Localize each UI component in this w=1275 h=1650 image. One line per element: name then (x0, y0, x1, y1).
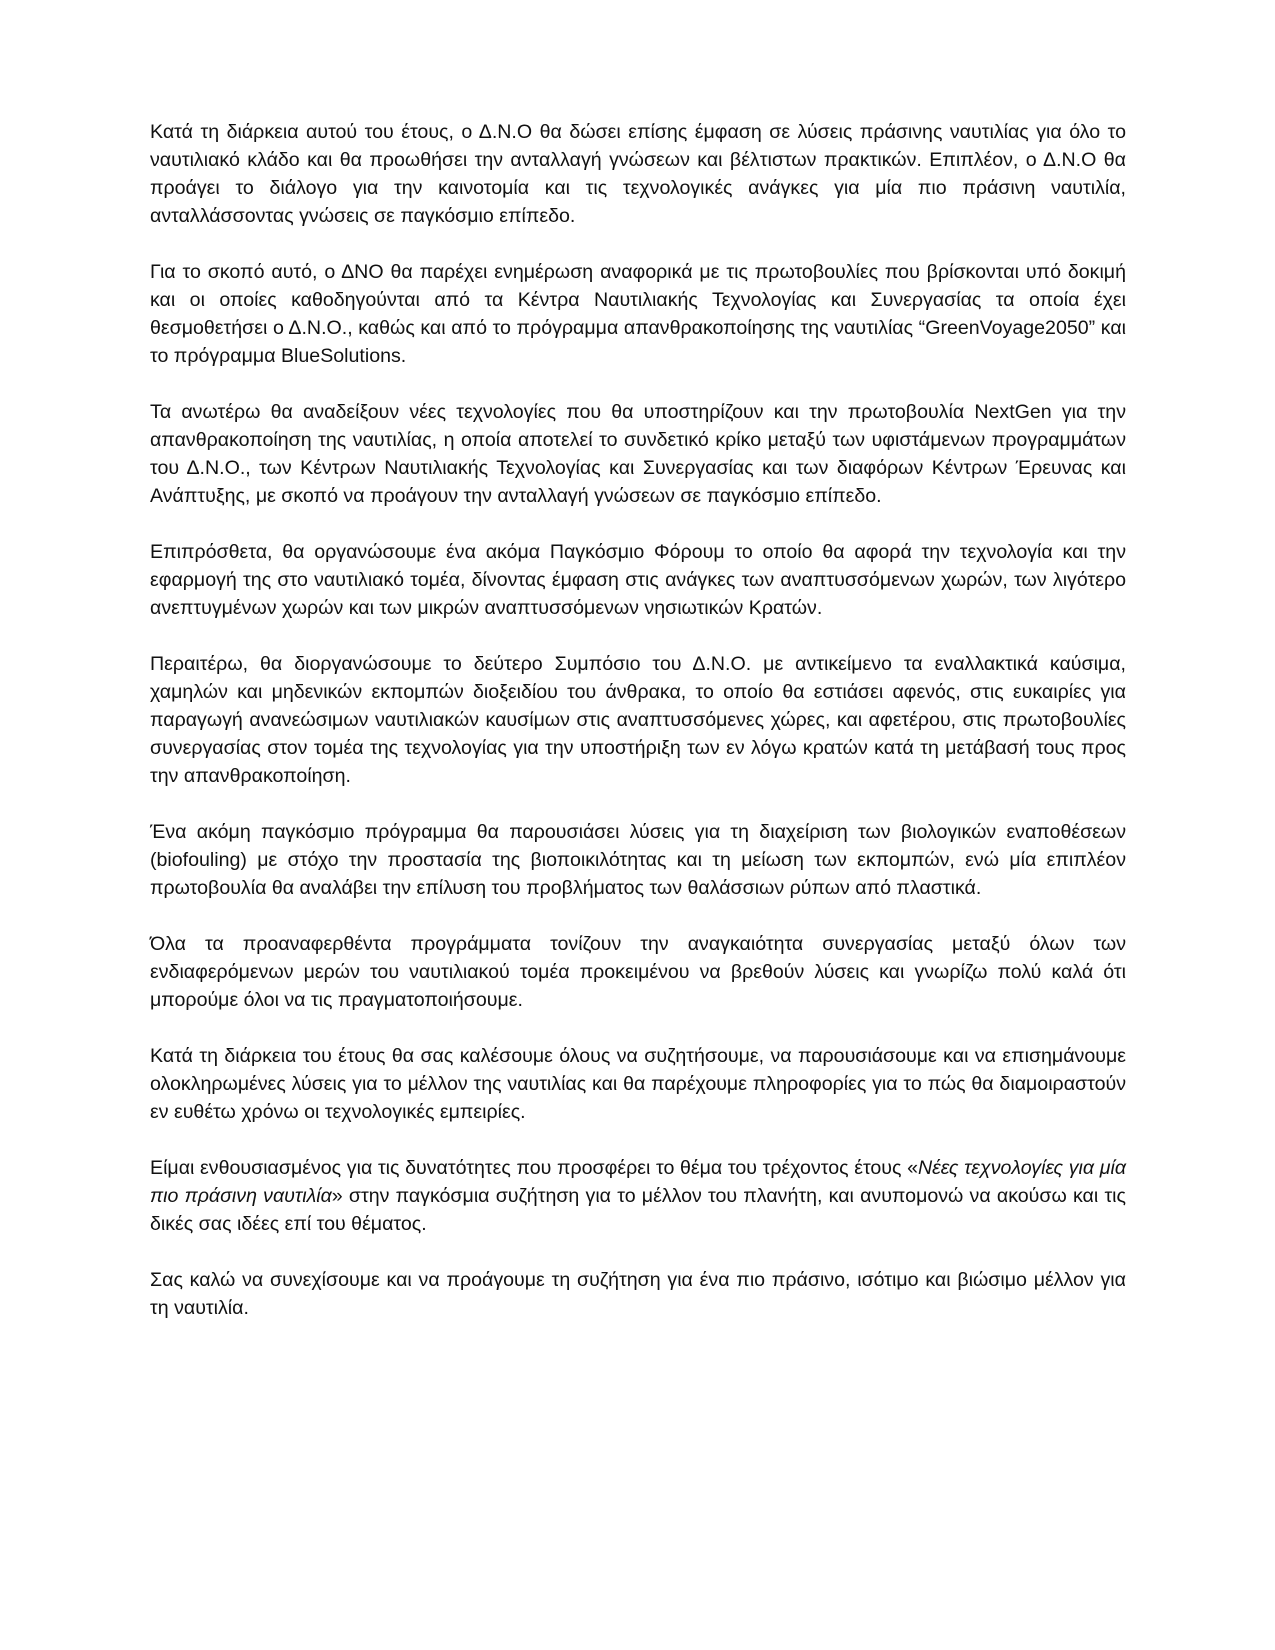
document-page (150, 118, 1126, 1350)
paragraph-global-forum: Επιπρόσθετα, θα οργανώσουμε ένα ακόμα Παγκόσμιο Φόρουμ το οποίο θα αφορά την τεχνολογία και την εφαρμογή της στο ναυτιλιακό τομέα, δίνοντας έμφαση στις ανάγκες των αναπτυσσόμενων χωρών, των λιγότερο ανεπτυγμένων χωρών και των μικρών αναπτυσσόμενων νησιωτικών Κρατών. (150, 541, 1126, 619)
paragraph-theme (150, 1154, 1126, 1238)
paragraph-year-discussion: Κατά τη διάρκεια του έτους θα σας καλέσουμε όλους να συζητήσουμε, να παρουσιάσουμε και να επισημάνουμε ολοκληρωμένες λύσεις για το μέλλον της ναυτιλίας και θα παρέχουμε πληροφορίες για το πώς θα διαμοιραστούν εν ευθέτω χρόνω οι τεχνολογικές εμπειρίες. (150, 1045, 1126, 1123)
paragraph-symposium: Περαιτέρω, θα διοργανώσουμε το δεύτερο Συμπόσιο του Δ.Ν.Ο. με αντικείμενο τα εναλλακτικά καύσιμα, χαμηλών και μηδενικών εκπομπών διοξειδίου του άνθρακα, το οποίο θα εστιάσει αφενός, στις ευκαιρίες για παραγωγή ανανεώσιμων ναυτιλιακών καυσίμων στις αναπτυσσόμενες χώρες, και αφετέρου, στις πρωτοβουλίες συνεργασίας στον τομέα της τεχνολογίας για την υποστήριξη των εν λόγω κρατών κατά τη μετάβασή τους προς την απανθρακοποίηση. (150, 653, 1126, 787)
theme-text-after: » στην παγκόσμια συζήτηση για το μέλλον του πλανήτη, και ανυπομονώ να ακούσω και τις δικές σας ιδέες επί του θέματος. (150, 1185, 1126, 1235)
paragraph-closing: Σας καλώ να συνεχίσουμε και να προάγουμε τη συζήτηση για ένα πιο πράσινο, ισότιμο και βιώσιμο μέλλον για τη ναυτιλία. (150, 1269, 1126, 1319)
paragraph-new-technologies: Τα ανωτέρω θα αναδείξουν νέες τεχνολογίες που θα υποστηρίζουν και την πρωτοβουλία NextGen για την απανθρακοποίηση της ναυτιλίας, η οποία αποτελεί το συνδετικό κρίκο μεταξύ των υφιστάμενων προγραμμάτων του Δ.Ν.Ο., των Κέντρων Ναυτιλιακής Τεχνολογίας και Συνεργασίας και των διαφόρων Κέντρων Έρευνας και Ανάπτυξης, με σκοπό να προάγουν την ανταλλαγή γνώσεων σε παγκόσμιο επίπεδο. (150, 401, 1126, 507)
paragraph-green-shipping: Κατά τη διάρκεια αυτού του έτους, ο Δ.Ν.Ο θα δώσει επίσης έμφαση σε λύσεις πράσινης ναυτιλίας για όλο το ναυτιλιακό κλάδο και θα προωθήσει την ανταλλαγή γνώσεων και βέλτιστων πρακτικών. Επιπλέον, ο Δ.Ν.Ο θα προάγει το διάλογο για την καινοτομία και τις τεχνολογικές ανάγκες για μία πιο πράσινη ναυτιλία, ανταλλάσσοντας γνώσεις σε παγκόσμιο επίπεδο. (150, 121, 1126, 227)
paragraph-initiatives: Για το σκοπό αυτό, ο ΔΝΟ θα παρέχει ενημέρωση αναφορικά με τις πρωτοβουλίες που βρίσκονται υπό δοκιμή και οι οποίες καθοδηγούνται από τα Κέντρα Ναυτιλιακής Τεχνολογίας και Συνεργασίας τα οποία έχει θεσμοθετήσει ο Δ.Ν.Ο., καθώς και από το πρόγραμμα απανθρακοποίησης της ναυτιλίας “GreenVoyage2050” και το πρόγραμμα BlueSolutions. (150, 261, 1126, 367)
paragraph-biofouling: Ένα ακόμη παγκόσμιο πρόγραμμα θα παρουσιάσει λύσεις για τη διαχείριση των βιολογικών εναποθέσεων (biofouling) με στόχο την προστασία της βιοποικιλότητας και τη μείωση των εκπομπών, ενώ μία επιπλέον πρωτοβουλία θα αναλάβει την επίλυση του προβλήματος των θαλάσσιων ρύπων από πλαστικά. (150, 821, 1126, 899)
theme-title: Νέες τεχνολογίες για μία πιο πράσινη ναυτιλία (150, 1157, 1126, 1207)
paragraph-cooperation: Όλα τα προαναφερθέντα προγράμματα τονίζουν την αναγκαιότητα συνεργασίας μεταξύ όλων των ενδιαφερόμενων μερών του ναυτιλιακού τομέα προκειμένου να βρεθούν λύσεις και γνωρίζω πολύ καλά ότι μπορούμε όλοι να τις πραγματοποιήσουμε. (150, 933, 1126, 1011)
theme-text-before: Είμαι ενθουσιασμένος για τις δυνατότητες που προσφέρει το θέμα του τρέχοντος έτους « (150, 1157, 919, 1179)
